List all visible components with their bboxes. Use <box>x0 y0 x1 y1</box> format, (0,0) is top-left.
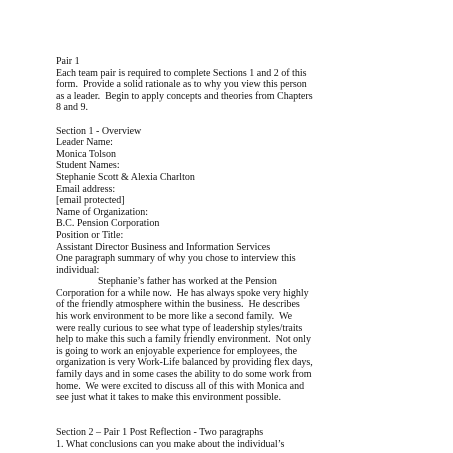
section1-heading: Section 1 - Overview <box>56 125 142 137</box>
organization-value: B.C. Pension Corporation <box>56 218 160 230</box>
leader-name-label: Leader Name: <box>56 137 113 149</box>
email-value: [email protected] <box>56 195 125 207</box>
section2-question: 1. What conclusions can you make about the individual’s <box>56 438 285 450</box>
summary-line: is going to work an enjoyable experience for employees, the <box>56 345 298 357</box>
intro-line: Each team pair is required to complete Sections 1 and 2 of this <box>56 67 307 79</box>
intro-line: 8 and 9. <box>56 102 88 114</box>
summary-line: were really curious to see what type of leadership styles/traits <box>56 322 303 334</box>
organization-label: Name of Organization: <box>56 206 149 218</box>
summary-line: his work environment to be more like a second family. We <box>56 311 293 323</box>
summary-line: Corporation for a while now. He has always spoke very highly <box>56 287 309 299</box>
document-body <box>56 56 402 450</box>
paragraph-gap <box>56 114 402 126</box>
summary-line: organization is very Work-Life balanced by providing flex days, <box>56 357 313 369</box>
section2-heading: Section 2 – Pair 1 Post Reflection - Two paragraphs <box>56 427 264 438</box>
email-label: Email address: <box>56 183 116 195</box>
summary-first-line: Stephanie’s father has worked at the Pension <box>98 276 277 288</box>
section-gap <box>56 404 402 427</box>
summary-line: help to make this such a family friendly environment. Not only <box>56 334 311 346</box>
pair-heading: Pair 1 <box>56 56 80 67</box>
student-names-label: Student Names: <box>56 160 120 172</box>
intro-line: form. Provide a solid rationale as to why you view this person <box>56 79 307 91</box>
intro-line: as a leader. Begin to apply concepts and theories from Chapters <box>56 90 313 102</box>
summary-line: see just what it takes to make this environment possible. <box>56 392 281 404</box>
summary-prompt-line: individual: <box>56 264 100 276</box>
summary-line: of the friendly atmosphere within the business. He describes <box>56 299 300 311</box>
summary-line: home. We were excited to discuss all of this with Monica and <box>56 380 305 392</box>
position-label: Position or Title: <box>56 229 124 241</box>
position-value: Assistant Director Business and Information Services <box>56 241 271 253</box>
summary-prompt-line: One paragraph summary of why you chose to interview this <box>56 253 296 265</box>
leader-name-value: Monica Tolson <box>56 148 116 160</box>
summary-line: family days and in some cases the ability to do some work from <box>56 369 312 381</box>
student-names-value: Stephanie Scott & Alexia Charlton <box>56 171 195 183</box>
